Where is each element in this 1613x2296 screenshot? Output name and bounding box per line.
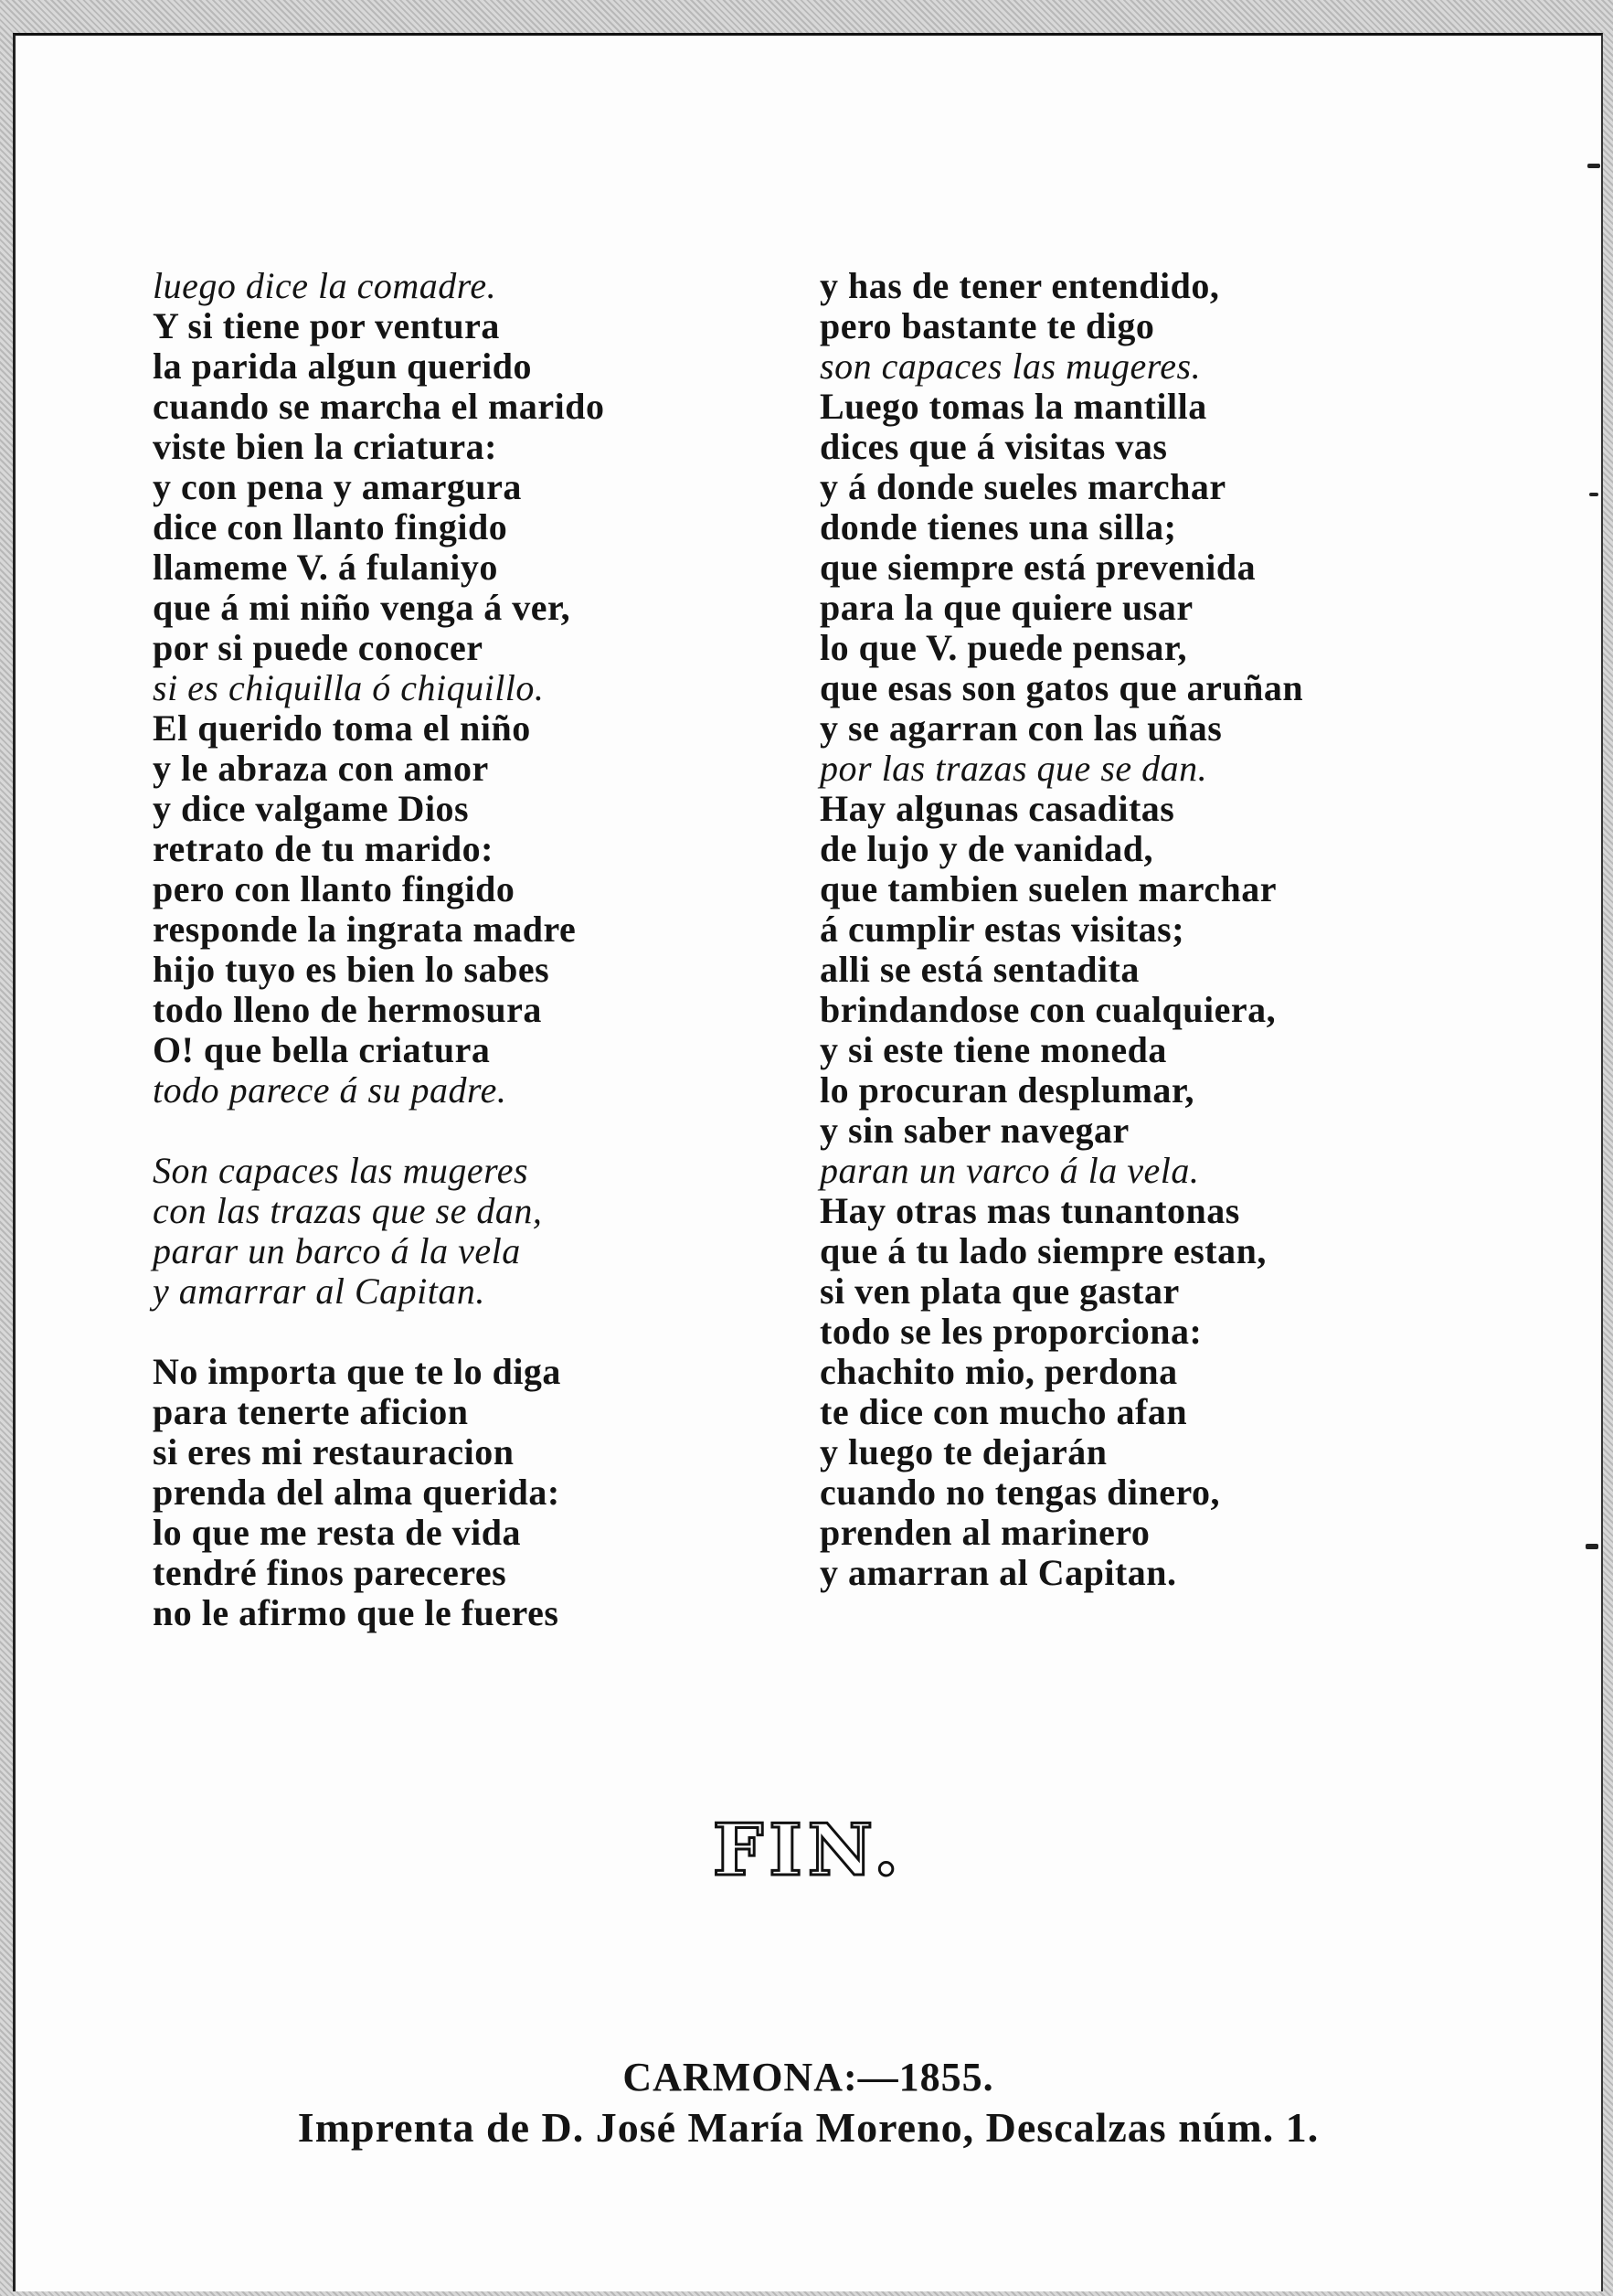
verse-line: donde tienes una silla; [820, 506, 1177, 547]
verse-line: O! que bella criatura [153, 1029, 491, 1070]
verse-line: y has de tener entendido, [820, 265, 1220, 306]
verse-line: Son capaces las mugeres [153, 1150, 529, 1191]
verse-line: viste bien la criatura: [153, 426, 497, 467]
verse-line: no le afirmo que le fueres [153, 1592, 559, 1633]
verse-line: por si puede conocer [153, 627, 483, 668]
verse-line: pero bastante te digo [820, 305, 1155, 346]
imprint-printer: Imprenta de D. José María Moreno, Descalzas núm. 1. [297, 2104, 1320, 2151]
verse-line: para tenerte aficion [153, 1391, 469, 1432]
verse-line: que á tu lado siempre estan, [820, 1230, 1267, 1271]
left-verse-column [153, 266, 701, 1633]
verse-line: que esas son gatos que aruñan [820, 667, 1304, 708]
verse-line: Hay otras mas tunantonas [820, 1190, 1240, 1231]
verse-line: retrato de tu marido: [153, 828, 493, 869]
verse-line: que á mi niño venga á ver, [153, 587, 571, 628]
verse-line: Luego tomas la mantilla [820, 386, 1207, 427]
ink-speck [1589, 493, 1598, 496]
verse-line: paran un varco á la vela. [820, 1150, 1200, 1191]
verse-line: si eres mi restauracion [153, 1431, 515, 1472]
verse-line: y le abraza con amor [153, 748, 489, 789]
verse-line: si es chiquilla ó chiquillo. [153, 667, 545, 708]
verse-line: que siempre está prevenida [820, 547, 1257, 588]
paper-sheet [13, 33, 1603, 2291]
verse-line: pero con llanto fingido [153, 868, 515, 909]
verse-line: y con pena y amargura [153, 466, 522, 507]
verse-line: dice con llanto fingido [153, 506, 508, 547]
verse-line: tendré finos pareceres [153, 1552, 507, 1593]
verse-line: para la que quiere usar [820, 587, 1194, 628]
verse-line: prenda del alma querida: [153, 1472, 560, 1513]
verse-line: la parida algun querido [153, 345, 532, 387]
verse-line: hijo tuyo es bien lo sabes [153, 949, 550, 990]
verse-line: luego dice la comadre. [153, 265, 497, 306]
verse-line: y dice valgame Dios [153, 788, 470, 829]
verse-line: si ven plata que gastar [820, 1270, 1180, 1312]
stanza-gap [153, 1312, 701, 1352]
ink-speck [1587, 164, 1600, 168]
stanza-gap [153, 1111, 701, 1151]
verse-line: dices que á visitas vas [820, 426, 1168, 467]
verse-line: Y si tiene por ventura [153, 305, 500, 346]
verse-line: son capaces las mugeres. [820, 345, 1202, 387]
verse-line: y amarran al Capitan. [820, 1552, 1177, 1593]
ink-speck [1586, 1544, 1598, 1549]
end-mark [16, 1809, 1601, 1892]
verse-line: responde la ingrata madre [153, 909, 577, 950]
verse-line: chachito mio, perdona [820, 1351, 1178, 1392]
verse-line: cuando se marcha el marido [153, 386, 605, 427]
verse-line: parar un barco á la vela [153, 1230, 521, 1271]
verse-line: y si este tiene moneda [820, 1029, 1167, 1070]
right-verse-column [820, 266, 1405, 1593]
verse-line: todo se les proporciona: [820, 1311, 1203, 1352]
verse-line: y se agarran con las uñas [820, 707, 1223, 749]
verse-line: todo parece á su padre. [153, 1069, 507, 1111]
verse-line: No importa que te lo diga [153, 1351, 561, 1392]
verse-line: y sin saber navegar [820, 1110, 1130, 1151]
verse-line: lo procuran desplumar, [820, 1069, 1194, 1111]
verse-line: y á donde sueles marchar [820, 466, 1226, 507]
verse-line: que tambien suelen marchar [820, 868, 1278, 909]
verse-line: lo que me resta de vida [153, 1512, 521, 1553]
verse-line: El querido toma el niño [153, 707, 531, 749]
imprint-city-year: CARMONA:—1855. [622, 2055, 994, 2099]
verse-line: prenden al marinero [820, 1512, 1151, 1553]
verse-line: lo que V. puede pensar, [820, 627, 1188, 668]
verse-line: cuando no tengas dinero, [820, 1472, 1221, 1513]
verse-line: alli se está sentadita [820, 949, 1140, 990]
end-mark-text: FIN. [712, 1809, 905, 1892]
verse-line: de lujo y de vanidad, [820, 828, 1154, 869]
verse-line: brindandose con cualquiera, [820, 989, 1277, 1030]
verse-line: todo lleno de hermosura [153, 989, 542, 1030]
verse-line: á cumplir estas visitas; [820, 909, 1185, 950]
verse-line: Hay algunas casaditas [820, 788, 1175, 829]
verse-line: por las trazas que se dan. [820, 748, 1208, 789]
verse-line: llameme V. á fulaniyo [153, 547, 498, 588]
verse-line: te dice con mucho afan [820, 1391, 1188, 1432]
verse-line: con las trazas que se dan, [153, 1190, 543, 1231]
verse-line: y luego te dejarán [820, 1431, 1108, 1472]
verse-line: y amarrar al Capitan. [153, 1270, 485, 1312]
